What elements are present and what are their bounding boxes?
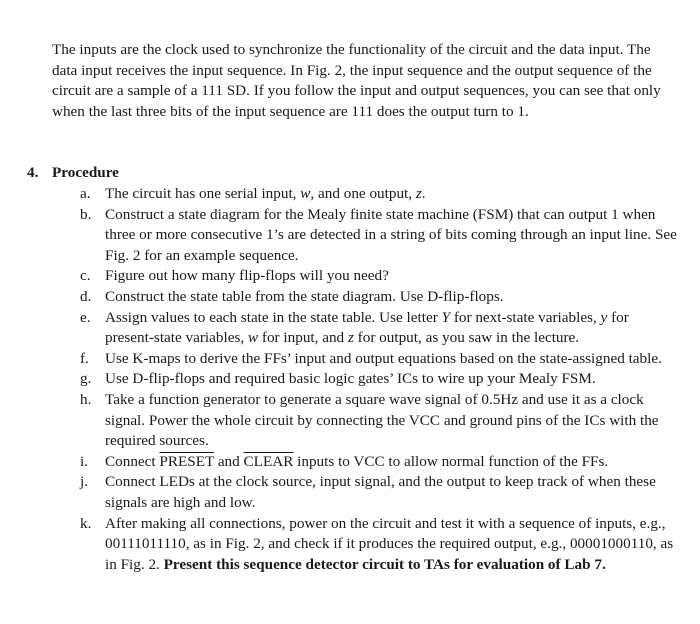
procedure-steps	[80, 184, 680, 575]
step-letter: j.	[80, 473, 89, 491]
step-letter: h.	[80, 390, 92, 408]
text-run: for input, and	[258, 329, 348, 347]
text-run: and	[214, 452, 244, 470]
step-text: Use D-flip-flops and required basic logic gates’ ICs to wire up your Mealy FSM.	[105, 370, 596, 388]
step-letter: k.	[80, 514, 92, 532]
step-text	[105, 452, 680, 473]
step-text	[105, 514, 680, 576]
step-g	[80, 369, 680, 390]
step-b	[80, 205, 680, 267]
step-c	[80, 266, 680, 287]
var-w: w	[300, 185, 311, 202]
text-run: .	[421, 185, 426, 202]
clear-signal: CLEAR	[243, 452, 294, 470]
step-letter: b.	[80, 205, 92, 223]
step-i	[80, 452, 680, 473]
step-a	[80, 184, 680, 205]
step-letter: i.	[80, 452, 89, 470]
section-title: Procedure	[52, 164, 119, 181]
text-run: for output, as you saw in the lecture.	[353, 329, 580, 347]
step-letter: g.	[80, 370, 92, 388]
step-letter: f.	[80, 349, 89, 367]
var-Y: Y	[441, 308, 451, 326]
text-run: After making all connections, power on the circuit and test it with a sequence of inputs, e.g., 00111011110, as in Fig. 2, and check if it produces the required output, e.g., 00001000110, as in Fig. 2.	[105, 514, 674, 573]
text-run: for next-state variables,	[450, 308, 601, 326]
step-text: Connect LEDs at the clock source, input signal, and the output to keep track of when these signals are high and low.	[105, 473, 656, 511]
var-z: z	[415, 185, 422, 202]
section-heading	[27, 163, 119, 184]
var-y: y	[600, 308, 608, 326]
text-run: Assign values to each state in the state table. Use letter	[105, 308, 442, 326]
text-run: The circuit has one serial input,	[105, 185, 301, 202]
step-j	[80, 472, 680, 513]
var-z: z	[347, 329, 354, 347]
step-letter: c.	[80, 267, 91, 285]
step-text	[105, 308, 680, 349]
text-run: inputs to VCC to allow normal function of the FFs.	[293, 452, 609, 470]
step-letter: a.	[80, 185, 91, 202]
preset-signal: PRESET	[159, 452, 215, 470]
step-text: Use K-maps to derive the FFs’ input and output equations based on the state-assigned table.	[105, 349, 662, 367]
step-text	[105, 184, 680, 205]
intro-paragraph: The inputs are the clock used to synchronize the functionality of the circuit and the data input. The data input receives the input sequence. In Fig. 2, the input sequence and the output sequence of the circuit are a sample of a 111 SD. If you follow the input and output sequences, you can see that only when the last three bits of the input sequence are 111 does the output turn to 1.	[52, 41, 661, 120]
step-e	[80, 308, 680, 349]
step-letter: d.	[80, 287, 92, 305]
section-number: 4.	[27, 164, 39, 181]
step-h	[80, 390, 680, 452]
text-run: Connect	[105, 452, 160, 470]
step-d	[80, 287, 680, 308]
step-k	[80, 514, 680, 576]
step-text: Take a function generator to generate a square wave signal of 0.5Hz and use it as a clock signal. Power the whole circuit by connecting the VCC and ground pins of the ICs with the required sources.	[105, 390, 659, 450]
step-f	[80, 349, 680, 370]
step-text: Construct a state diagram for the Mealy finite state machine (FSM) that can output 1 when three or more consecutive 1’s are detected in a string of bits coming through an input line. See Fig. 2 for an example sequence.	[105, 205, 677, 264]
var-w: w	[247, 329, 259, 347]
bold-instruction: Present this sequence detector circuit to TAs for evaluation of Lab 7.	[163, 555, 606, 573]
text-run: , and one output,	[310, 185, 416, 202]
step-text: Construct the state table from the state diagram. Use D-flip-flops.	[105, 287, 504, 305]
text-run: for present-state variables,	[105, 308, 629, 347]
step-text: Figure out how many flip-flops will you need?	[105, 267, 389, 285]
step-letter: e.	[80, 308, 91, 326]
